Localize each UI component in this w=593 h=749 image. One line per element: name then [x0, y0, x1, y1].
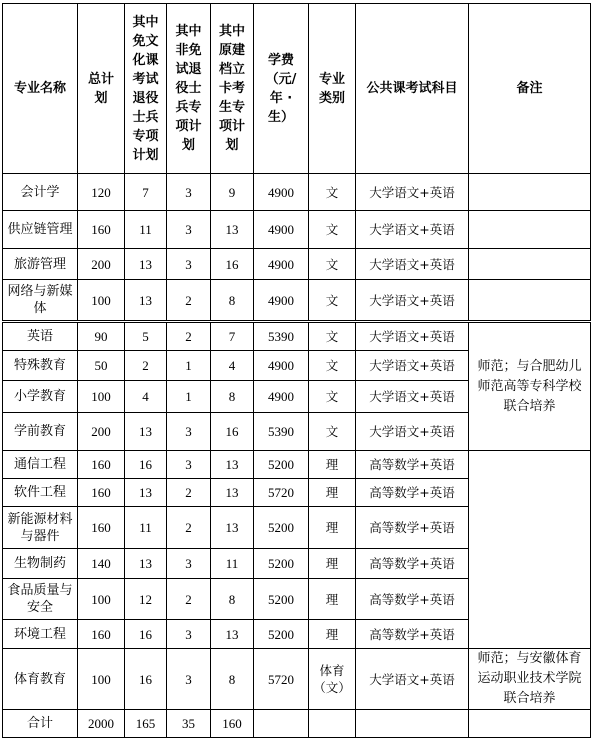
nonexempt-veteran-plan: 3 [167, 174, 211, 211]
exam-subjects: 大学语文+英语 [356, 413, 469, 451]
poverty-plan: 13 [211, 620, 254, 649]
category: 文 [309, 381, 356, 413]
remarks-normal-school: 师范；与合肥幼儿师范高等专科学校联合培养 [469, 322, 591, 451]
major-name: 软件工程 [3, 479, 78, 507]
nonexempt-veteran-plan: 2 [167, 507, 211, 549]
tuition: 5200 [254, 579, 309, 620]
exempt-veteran-plan: 4 [125, 381, 167, 413]
header-poverty-plan: 其中 原建 档立 卡考 生专 项计 划 [211, 4, 254, 174]
nonexempt-veteran-plan: 1 [167, 381, 211, 413]
table-row [3, 649, 591, 710]
poverty-plan: 13 [211, 507, 254, 549]
total-plan: 90 [78, 322, 125, 351]
remarks-sports: 师范；与安徽体育运动职业技术学院联合培养 [469, 649, 591, 710]
nonexempt-veteran-plan: 3 [167, 249, 211, 280]
tuition: 5200 [254, 451, 309, 479]
header-remarks: 备注 [469, 4, 591, 174]
remarks [469, 280, 591, 322]
nonexempt-veteran-plan: 2 [167, 280, 211, 322]
nonexempt-veteran-plan: 3 [167, 211, 211, 249]
header-exempt-veteran-plan: 其中 免文 化课 考试 退役 士兵 专项 计划 [125, 4, 167, 174]
category: 理 [309, 479, 356, 507]
header-total-plan: 总计 划 [78, 4, 125, 174]
total-label: 合计 [3, 710, 78, 738]
total-plan: 160 [78, 451, 125, 479]
poverty-plan: 13 [211, 479, 254, 507]
nonexempt-veteran-plan: 2 [167, 579, 211, 620]
poverty-plan: 8 [211, 381, 254, 413]
exam-subjects: 大学语文+英语 [356, 174, 469, 211]
tuition-empty [254, 710, 309, 738]
exempt-veteran-plan: 13 [125, 479, 167, 507]
category: 理 [309, 620, 356, 649]
poverty-plan: 4 [211, 351, 254, 381]
remarks [469, 211, 591, 249]
table-row [3, 451, 591, 479]
exempt-veteran-plan: 16 [125, 620, 167, 649]
total-plan: 100 [78, 579, 125, 620]
tuition: 4900 [254, 174, 309, 211]
category-empty [309, 710, 356, 738]
total-plan: 200 [78, 413, 125, 451]
total-plan: 160 [78, 620, 125, 649]
exam-subjects: 大学语文+英语 [356, 249, 469, 280]
exam-subjects: 高等数学+英语 [356, 549, 469, 579]
poverty-plan: 7 [211, 322, 254, 351]
major-name: 环境工程 [3, 620, 78, 649]
tuition: 5200 [254, 549, 309, 579]
remarks-empty [469, 710, 591, 738]
exempt-veteran-plan: 5 [125, 322, 167, 351]
nonexempt-veteran-plan: 3 [167, 451, 211, 479]
header-major-name: 专业名称 [3, 4, 78, 174]
nonexempt-veteran-plan: 2 [167, 322, 211, 351]
table-row [3, 211, 591, 249]
exempt-veteran-plan: 13 [125, 280, 167, 322]
category: 理 [309, 451, 356, 479]
major-name: 旅游管理 [3, 249, 78, 280]
tuition: 5200 [254, 507, 309, 549]
tuition: 5200 [254, 620, 309, 649]
major-name: 学前教育 [3, 413, 78, 451]
header-tuition: 学费 （元/ 年 · 生） [254, 4, 309, 174]
poverty-plan: 8 [211, 280, 254, 322]
major-name: 小学教育 [3, 381, 78, 413]
category: 理 [309, 507, 356, 549]
poverty-plan: 8 [211, 649, 254, 710]
poverty-plan: 16 [211, 413, 254, 451]
exam-subjects: 大学语文+英语 [356, 322, 469, 351]
major-name: 网络与新媒体 [3, 280, 78, 322]
exam-subjects-empty [356, 710, 469, 738]
nonexempt-veteran-sum: 35 [167, 710, 211, 738]
exam-subjects: 高等数学+英语 [356, 479, 469, 507]
exam-subjects: 高等数学+英语 [356, 620, 469, 649]
poverty-plan: 9 [211, 174, 254, 211]
category: 文 [309, 174, 356, 211]
category: 文 [309, 322, 356, 351]
table-row [3, 174, 591, 211]
total-plan: 120 [78, 174, 125, 211]
tuition: 4900 [254, 280, 309, 322]
exempt-veteran-plan: 7 [125, 174, 167, 211]
tuition: 5390 [254, 322, 309, 351]
exam-subjects: 高等数学+英语 [356, 451, 469, 479]
exam-subjects: 高等数学+英语 [356, 507, 469, 549]
exam-subjects: 大学语文+英语 [356, 280, 469, 322]
exam-subjects: 大学语文+英语 [356, 211, 469, 249]
poverty-plan: 11 [211, 549, 254, 579]
category: 文 [309, 249, 356, 280]
exempt-veteran-plan: 2 [125, 351, 167, 381]
major-name: 生物制药 [3, 549, 78, 579]
poverty-plan: 8 [211, 579, 254, 620]
category: 体育 （文） [309, 649, 356, 710]
major-name: 供应链管理 [3, 211, 78, 249]
category: 理 [309, 579, 356, 620]
tuition: 4900 [254, 381, 309, 413]
total-plan: 140 [78, 549, 125, 579]
category: 文 [309, 280, 356, 322]
header-category: 专业 类别 [309, 4, 356, 174]
exam-subjects: 大学语文+英语 [356, 649, 469, 710]
poverty-plan: 13 [211, 451, 254, 479]
tuition: 5720 [254, 479, 309, 507]
total-plan: 100 [78, 280, 125, 322]
poverty-plan: 13 [211, 211, 254, 249]
tuition: 5390 [254, 413, 309, 451]
remarks [469, 174, 591, 211]
nonexempt-veteran-plan: 3 [167, 549, 211, 579]
exempt-veteran-plan: 13 [125, 413, 167, 451]
category: 文 [309, 413, 356, 451]
major-name: 体育教育 [3, 649, 78, 710]
exam-subjects: 高等数学+英语 [356, 579, 469, 620]
nonexempt-veteran-plan: 1 [167, 351, 211, 381]
category: 理 [309, 549, 356, 579]
nonexempt-veteran-plan: 3 [167, 649, 211, 710]
exam-subjects: 大学语文+英语 [356, 351, 469, 381]
major-name: 英语 [3, 322, 78, 351]
major-name: 会计学 [3, 174, 78, 211]
header-nonexempt-veteran-plan: 其中 非免 试退 役士 兵专 项计 划 [167, 4, 211, 174]
category: 文 [309, 211, 356, 249]
header-exam-subjects: 公共课考试科目 [356, 4, 469, 174]
exempt-veteran-plan: 13 [125, 549, 167, 579]
nonexempt-veteran-plan: 3 [167, 620, 211, 649]
exempt-veteran-sum: 165 [125, 710, 167, 738]
nonexempt-veteran-plan: 3 [167, 413, 211, 451]
total-plan: 100 [78, 649, 125, 710]
exempt-veteran-plan: 12 [125, 579, 167, 620]
total-plan-sum: 2000 [78, 710, 125, 738]
total-plan: 100 [78, 381, 125, 413]
total-plan: 200 [78, 249, 125, 280]
table-row [3, 322, 591, 351]
nonexempt-veteran-plan: 2 [167, 479, 211, 507]
category: 文 [309, 351, 356, 381]
total-row [3, 710, 591, 738]
enrollment-plan-table [2, 3, 591, 738]
poverty-plan-sum: 160 [211, 710, 254, 738]
exempt-veteran-plan: 13 [125, 249, 167, 280]
exempt-veteran-plan: 11 [125, 211, 167, 249]
major-name: 特殊教育 [3, 351, 78, 381]
major-name: 新能源材料与器件 [3, 507, 78, 549]
poverty-plan: 16 [211, 249, 254, 280]
header-row [3, 4, 591, 174]
exempt-veteran-plan: 16 [125, 649, 167, 710]
remarks [469, 249, 591, 280]
table-row [3, 280, 591, 322]
exempt-veteran-plan: 16 [125, 451, 167, 479]
total-plan: 160 [78, 507, 125, 549]
tuition: 4900 [254, 351, 309, 381]
total-plan: 160 [78, 211, 125, 249]
exempt-veteran-plan: 11 [125, 507, 167, 549]
tuition: 4900 [254, 249, 309, 280]
tuition: 4900 [254, 211, 309, 249]
major-name: 食品质量与安全 [3, 579, 78, 620]
remarks [469, 451, 591, 649]
total-plan: 50 [78, 351, 125, 381]
major-name: 通信工程 [3, 451, 78, 479]
exam-subjects: 大学语文+英语 [356, 381, 469, 413]
tuition: 5720 [254, 649, 309, 710]
total-plan: 160 [78, 479, 125, 507]
table-row [3, 249, 591, 280]
